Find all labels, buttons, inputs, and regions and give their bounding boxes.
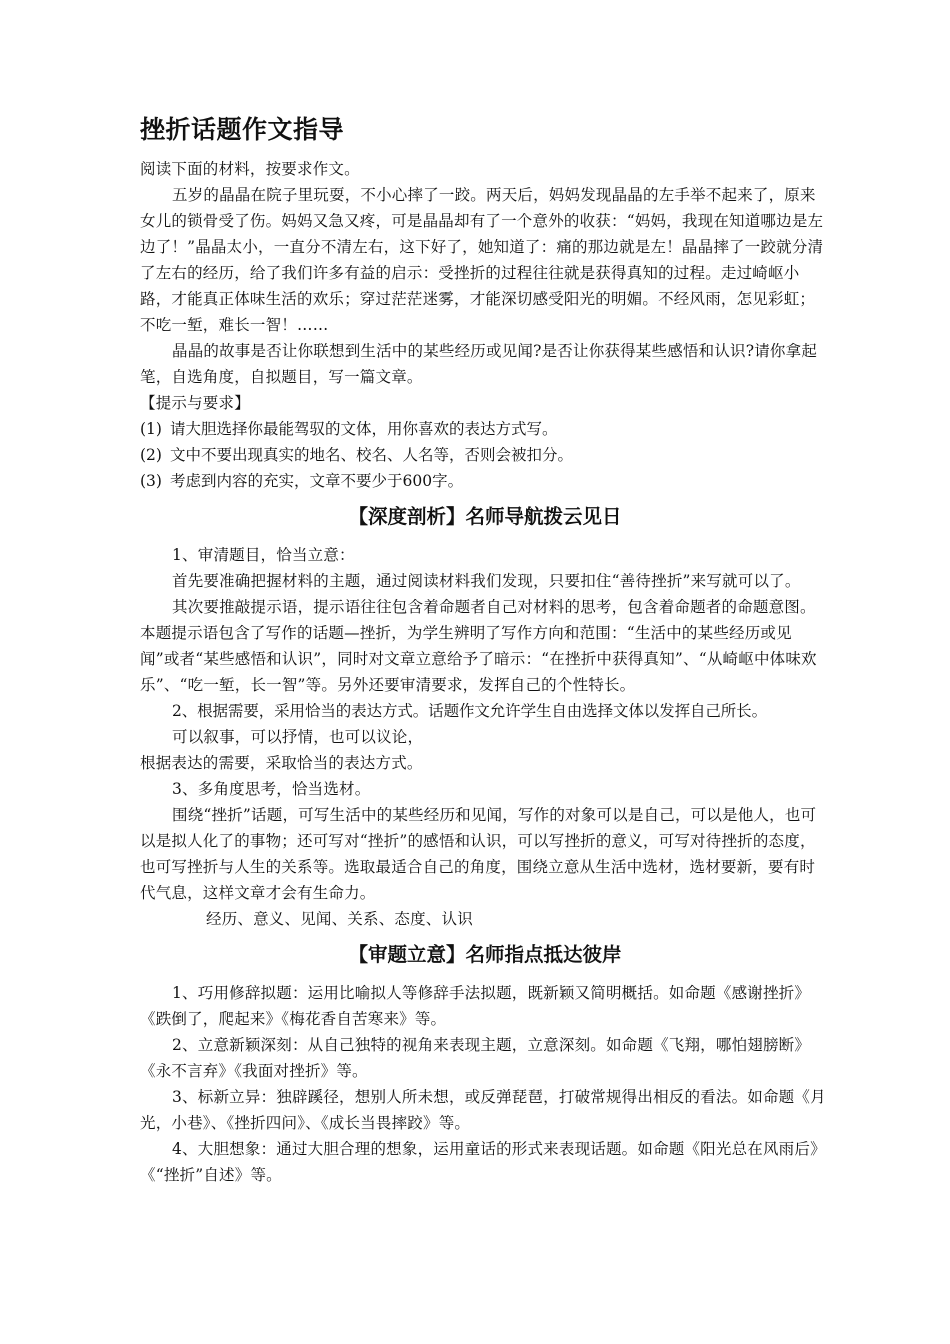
requirements-heading: 【提示与要求】 xyxy=(140,394,250,412)
document-title: 挫折话题作文指导 xyxy=(140,115,345,144)
analysis-keywords: 经历、意义、见闻、关系、态度、认识 xyxy=(206,910,473,928)
guidance-paragraph: 2、立意新颖深刻：从自己独特的视角来表现主题，立意深刻。如命题《飞翔，哪怕翅膀断》《永不言弃》《我面对挫折》等。 xyxy=(140,1036,811,1080)
requirement-text: 考虑到内容的充实，文章不要少于600字。 xyxy=(170,472,464,490)
requirement-number: (3) xyxy=(140,472,162,490)
requirement-item xyxy=(140,468,830,494)
analysis-paragraph: 3、多角度思考，恰当选材。 xyxy=(172,780,371,798)
requirement-item xyxy=(140,416,830,442)
requirement-number: (1) xyxy=(140,420,162,438)
analysis-paragraph: 2、根据需要，采用恰当的表达方式。话题作文允许学生自由选择文体以发挥自己所长。 xyxy=(172,702,767,720)
requirement-number: (2) xyxy=(140,446,162,464)
analysis-paragraph: 围绕“挫折”话题，可写生活中的某些经历和见闻，写作的对象可以是自己，可以是他人，也可以是拟人化了的事物；还可写对“挫折”的感悟和认识，可以写挫折的意义，可写对待挫折的态度，也可写挫折与人生的关系等。选取最适合自己的角度，围绕立意从生活中选材，选材要新，要有时代气息，这样文章才会有生命力。 xyxy=(140,806,817,902)
analysis-paragraph: 根据表达的需要，采取恰当的表达方式。 xyxy=(140,754,423,772)
guidance-paragraph: 4、大胆想象：通过大胆合理的想象，运用童话的形式来表现话题。如命题《阳光总在风雨后》《“挫折”自述》等。 xyxy=(140,1140,826,1184)
material-paragraph-1: 五岁的晶晶在院子里玩耍，不小心摔了一跤。两天后，妈妈发现晶晶的左手举不起来了，原来女儿的锁骨受了伤。妈妈又急又疼，可是晶晶却有了一个意外的收获：“妈妈，我现在知道哪边是左边了！”晶晶太小，一直分不清左右，这下好了，她知道了：痛的那边就是左！晶晶摔了一跤就分清了左右的经历，给了我们许多有益的启示：受挫折的过程往往就是获得真知的过程。走过崎岖小路，才能真正体味生活的欢乐；穿过茫茫迷雾，才能深切感受阳光的明媚。不经风雨，怎见彩虹；不吃一堑，难长一智！…… xyxy=(140,186,824,334)
analysis-paragraph: 可以叙事，可以抒情，也可以议论， xyxy=(172,728,424,746)
guidance-paragraph: 3、标新立异：独辟蹊径，想别人所未想，或反弹琵琶，打破常规得出相反的看法。如命题《月光，小巷》、《挫折四问》、《成长当畏摔跤》等。 xyxy=(140,1088,826,1132)
analysis-paragraph: 1、审清题目，恰当立意： xyxy=(172,546,355,564)
requirement-item xyxy=(140,442,830,468)
requirement-text: 请大胆选择你最能驾驭的文体，用你喜欢的表达方式写。 xyxy=(170,420,558,438)
requirement-text: 文中不要出现真实的地名、校名、人名等，否则会被扣分。 xyxy=(170,446,574,464)
material-paragraph-2: 晶晶的故事是否让你联想到生活中的某些经历或见闻?是否让你获得某些感悟和认识?请你拿起笔，自选角度，自拟题目，写一篇文章。 xyxy=(140,342,818,386)
analysis-heading: 【深度剖析】名师导航拨云见日 xyxy=(348,505,622,528)
document-page xyxy=(140,110,830,1188)
guidance-heading: 【审题立意】名师指点抵达彼岸 xyxy=(348,943,622,966)
analysis-paragraph: 其次要推敲提示语，提示语往往包含着命题者自己对材料的思考，包含着命题者的命题意图。本题提示语包含了写作的话题—挫折，为学生辨明了写作方向和范围：“生活中的某些经历或见闻”或者“某些感悟和认识”，同时对文章立意给予了暗示：“在挫折中获得真知”、“从崎岖中体味欢乐”、“吃一堑，长一智”等。另外还要审清要求，发挥自己的个性特长。 xyxy=(140,598,817,694)
analysis-paragraph: 首先要准确把握材料的主题，通过阅读材料我们发现，只要扣住“善待挫折”来写就可以了。 xyxy=(172,572,801,590)
guidance-paragraph: 1、巧用修辞拟题：运用比喻拟人等修辞手法拟题，既新颖又简明概括。如命题《感谢挫折》《跌倒了，爬起来》《梅花香自苦寒来》等。 xyxy=(140,984,811,1028)
material-intro: 阅读下面的材料，按要求作文。 xyxy=(140,160,360,178)
